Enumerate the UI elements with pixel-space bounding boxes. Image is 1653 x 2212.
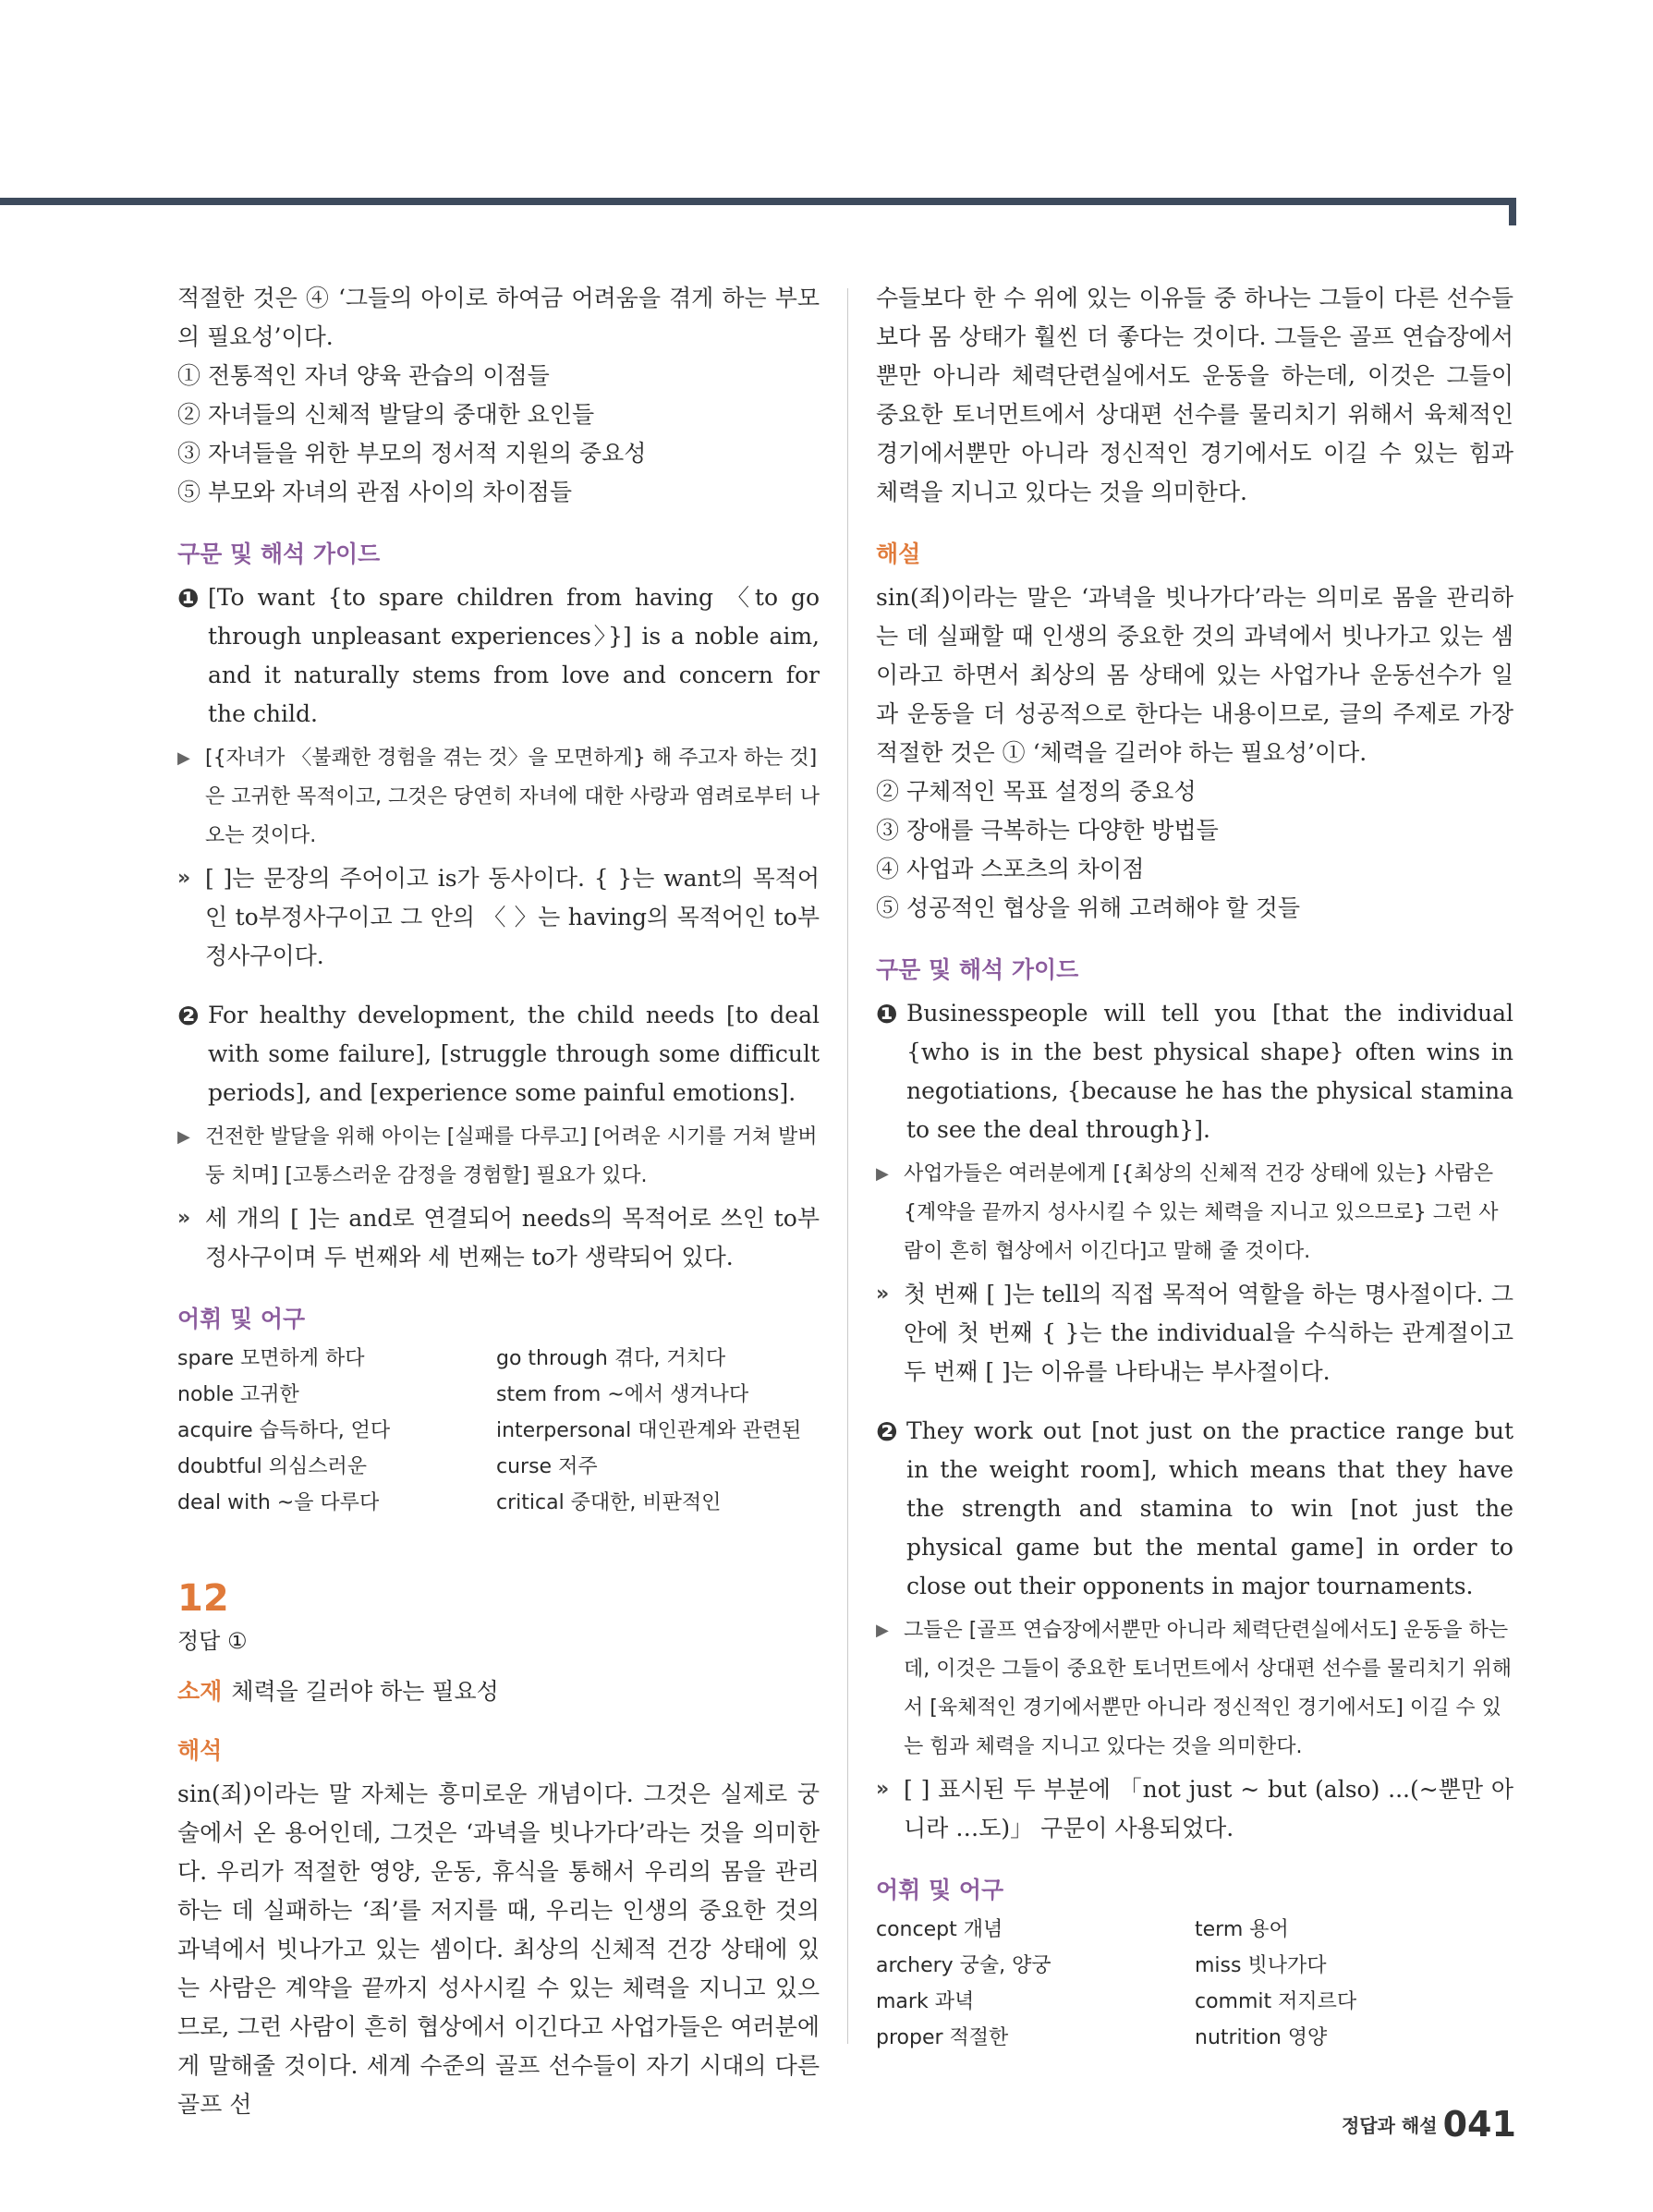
triangle-bullet-icon: ▶ bbox=[177, 1127, 190, 1147]
example-number: ❶ bbox=[177, 583, 200, 614]
triangle-bullet-icon: ▶ bbox=[177, 748, 190, 768]
left-column bbox=[177, 279, 820, 2124]
vocab-item: nutrition 영양 bbox=[1195, 2026, 1328, 2049]
vocab-item: mark 과녁 bbox=[876, 1990, 975, 2013]
question-number: 12 bbox=[177, 1577, 229, 1620]
answer-label: 정답 ① bbox=[177, 1628, 248, 1654]
topic-line bbox=[177, 1675, 820, 1708]
option-1: ① 전통적인 자녀 양육 관습의 이점들 bbox=[177, 362, 550, 389]
grammar-note-text: 첫 번째 [ ]는 tell의 직접 목적어 역할을 하는 명사절이다. 그 안에 첫 번째 { }는 the individual을 수식하는 관계절이고 두 번째 [ ]는 이유를 나타내는 부사절이다. bbox=[904, 1281, 1513, 1385]
vocab-item: acquire 습득하다, 얻다 bbox=[177, 1419, 391, 1442]
wrong-options bbox=[876, 772, 1513, 928]
section-heading-vocabulary: 어휘 및 어구 bbox=[177, 1306, 306, 1332]
right-column bbox=[876, 279, 1513, 2053]
double-arrow-icon: » bbox=[177, 867, 191, 890]
vocab-item: commit 저지르다 bbox=[1195, 1990, 1357, 2013]
grammar-note-text: [ ] 표시된 두 부분에 「not just ~ but (also) ...(~뿐만 아니라 …도)」 구문이 사용되었다. bbox=[904, 1776, 1513, 1841]
vocabulary-list bbox=[177, 1343, 820, 1518]
translation-text: 건전한 발달을 위해 아이는 [실패를 다루고] [어려운 시기를 거쳐 발버둥 치며] [고통스러운 감정을 경험할] 필요가 있다. bbox=[205, 1125, 818, 1187]
vocab-item: term 용어 bbox=[1195, 1918, 1289, 1941]
example-sentence bbox=[876, 1412, 1513, 1606]
section-heading-vocabulary: 어휘 및 어구 bbox=[876, 1877, 1004, 1903]
explanation-text: sin(죄)이라는 말은 ‘과녁을 빗나가다’라는 의미로 몸을 관리하는 데 실패할 때 인생의 중요한 것의 과녁에서 빗나가고 있는 셈이라고 하면서 최상의 몸 상태에 있는 사업가나 운동선수가 일과 운동을 더 성공적으로 한다는 내용이므로, 글의 주제로 가장 적절한 것은 ① ‘체력을 길러야 하는 필요성’이다. bbox=[876, 584, 1513, 766]
footer-label: 정답과 해설 bbox=[1342, 2114, 1438, 2137]
double-arrow-icon: » bbox=[876, 1778, 890, 1801]
interpretation-continued: 수들보다 한 수 위에 있는 이유들 중 하나는 그들이 다른 선수들보다 몸 상태가 훨씬 더 좋다는 것이다. 그들은 골프 연습장에서뿐만 아니라 체력단련실에서도 운동을 하는데, 이것은 그들이 중요한 토너먼트에서 상대편 선수를 물리치기 위해서 육체적인 경기에서뿐만 아니라 정신적인 경기에서도 이길 수 있는 힘과 체력을 지니고 있다는 것을 의미한다. bbox=[876, 285, 1513, 505]
vocab-item: critical 중대한, 비판적인 bbox=[496, 1491, 722, 1514]
interpretation-text: sin(죄)이라는 말 자체는 흥미로운 개념이다. 그것은 실제로 궁술에서 온 용어인데, 그것은 ‘과녁을 빗나가다’라는 것을 의미한다. 우리가 적절한 영양, 운동, 휴식을 통해서 우리의 몸을 관리하는 데 실패하는 ‘죄’를 저지를 때, 우리는 인생의 중요한 것의 과녁에서 빗나가고 있는 셈이다. 최상의 신체적 건강 상태에 있는 사람은 계약을 끝까지 성사시킬 수 있는 체력을 지니고 있으므로, 그런 사람이 흔히 협상에서 이긴다고 사업가들은 여러분에게 말해줄 것이다. 세계 수준의 골프 선수들이 자기 시대의 다른 골프 선 bbox=[177, 1781, 820, 2118]
page-number: 041 bbox=[1442, 2104, 1516, 2145]
example-number: ❶ bbox=[876, 999, 898, 1029]
vocab-item: noble 고귀한 bbox=[177, 1383, 299, 1406]
double-arrow-icon: » bbox=[177, 1207, 191, 1230]
grammar-note bbox=[177, 1199, 820, 1277]
vocab-item: go through 겪다, 거치다 bbox=[496, 1347, 726, 1370]
vocab-item: doubtful 의심스러운 bbox=[177, 1455, 368, 1478]
vocab-item: interpersonal 대인관계와 관련된 bbox=[496, 1419, 802, 1442]
page-footer bbox=[1342, 2104, 1516, 2145]
translation bbox=[876, 1155, 1513, 1271]
topic-label: 소재 bbox=[177, 1678, 223, 1705]
grammar-note bbox=[876, 1275, 1513, 1392]
option-5: ⑤ 성공적인 협상을 위해 고려해야 할 것들 bbox=[876, 894, 1301, 921]
option-5: ⑤ 부모와 자녀의 관점 사이의 차이점들 bbox=[177, 479, 572, 505]
example-english: [To want {to spare children from having 〈to go through unpleasant experiences〉}] is a noble aim, and it naturally stems from love and concern for the child. bbox=[208, 584, 820, 727]
example-sentence bbox=[876, 994, 1513, 1149]
option-2: ② 자녀들의 신체적 발달의 중대한 요인들 bbox=[177, 401, 595, 428]
vocab-item: stem from ~에서 생겨나다 bbox=[496, 1383, 749, 1406]
wrong-options bbox=[177, 357, 820, 512]
vocab-item: spare 모면하게 하다 bbox=[177, 1347, 365, 1370]
option-3: ③ 자녀들을 위한 부모의 정서적 지원의 중요성 bbox=[177, 440, 647, 467]
translation-text: [{자녀가 〈불쾌한 경험을 겪는 것〉을 모면하게} 해 주고자 하는 것]은 고귀한 목적이고, 그것은 당연히 자녀에 대한 사랑과 염려로부터 나오는 것이다. bbox=[205, 747, 820, 847]
section-heading-interpretation: 해석 bbox=[177, 1737, 223, 1764]
vocab-item: deal with ~을 다루다 bbox=[177, 1491, 380, 1514]
section-heading-syntax-guide: 구문 및 해석 가이드 bbox=[177, 541, 381, 567]
translation bbox=[177, 1118, 820, 1196]
answer-explanation-intro: 적절한 것은 ④ ‘그들의 아이로 하여금 어려움을 겪게 하는 부모의 필요성’이다. bbox=[177, 285, 820, 350]
column-divider bbox=[847, 288, 848, 2044]
grammar-note-text: [ ]는 문장의 주어이고 is가 동사이다. { }는 want의 목적어인 to부정사구이고 그 안의 〈 〉는 having의 목적어인 to부정사구이다. bbox=[205, 865, 820, 969]
topic-text: 체력을 길러야 하는 필요성 bbox=[231, 1678, 499, 1705]
example-english: Businesspeople will tell you [that the individual {who is in the best physical shape} often wins in negotiations, {because he has the physical stamina to see the deal through}]. bbox=[906, 1000, 1513, 1143]
header-bar bbox=[0, 198, 1516, 205]
vocabulary-list bbox=[876, 1914, 1513, 2053]
option-4: ④ 사업과 스포츠의 차이점 bbox=[876, 856, 1145, 882]
example-number: ❷ bbox=[177, 1001, 200, 1031]
example-english: They work out [not just on the practice range but in the weight room], which means that they have the strength and stamina to win [not just the physical game but the mental game] in order to close out their opponents in major tournaments. bbox=[906, 1417, 1513, 1599]
grammar-note-text: 세 개의 [ ]는 and로 연결되어 needs의 목적어로 쓰인 to부정사구이며 두 번째와 세 번째는 to가 생략되어 있다. bbox=[205, 1205, 820, 1270]
vocab-item: miss 빗나가다 bbox=[1195, 1954, 1327, 1977]
vocab-item: proper 적절한 bbox=[876, 2026, 1009, 2049]
grammar-note bbox=[876, 1770, 1513, 1848]
translation bbox=[876, 1611, 1513, 1767]
translation-text: 그들은 [골프 연습장에서뿐만 아니라 체력단련실에서도] 운동을 하는데, 이것은 그들이 중요한 토너먼트에서 상대편 선수를 물리치기 위해서 [육체적인 경기에서뿐만 아니라 정신적인 경기에서도] 이길 수 있는 힘과 체력을 지니고 있다는 것을 의미한다. bbox=[904, 1619, 1512, 1758]
example-sentence bbox=[177, 578, 820, 734]
section-heading-explanation: 해설 bbox=[876, 541, 921, 567]
option-2: ② 구체적인 목표 설정의 중요성 bbox=[876, 778, 1197, 805]
vocab-item: archery 궁술, 양궁 bbox=[876, 1954, 1051, 1977]
section-heading-syntax-guide: 구문 및 해석 가이드 bbox=[876, 956, 1079, 983]
example-number: ❷ bbox=[876, 1416, 898, 1447]
translation-text: 사업가들은 여러분에게 [{최상의 신체적 건강 상태에 있는} 사람은 {계약을 끝까지 성사시킬 수 있는 체력을 지니고 있으므로} 그런 사람이 흔히 협상에서 이긴다]고 말해 줄 것이다. bbox=[904, 1162, 1499, 1263]
double-arrow-icon: » bbox=[876, 1282, 890, 1306]
header-bar-tick bbox=[1509, 198, 1516, 225]
grammar-note bbox=[177, 859, 820, 976]
translation bbox=[177, 739, 820, 856]
option-3: ③ 장애를 극복하는 다양한 방법들 bbox=[876, 817, 1219, 844]
vocab-item: concept 개념 bbox=[876, 1918, 1003, 1941]
triangle-bullet-icon: ▶ bbox=[876, 1621, 889, 1640]
example-sentence bbox=[177, 996, 820, 1112]
triangle-bullet-icon: ▶ bbox=[876, 1164, 889, 1184]
example-english: For healthy development, the child needs [to deal with some failure], [struggle through some difficult periods], and [experience some painful emotions]. bbox=[208, 1002, 820, 1106]
vocab-item: curse 저주 bbox=[496, 1455, 598, 1478]
